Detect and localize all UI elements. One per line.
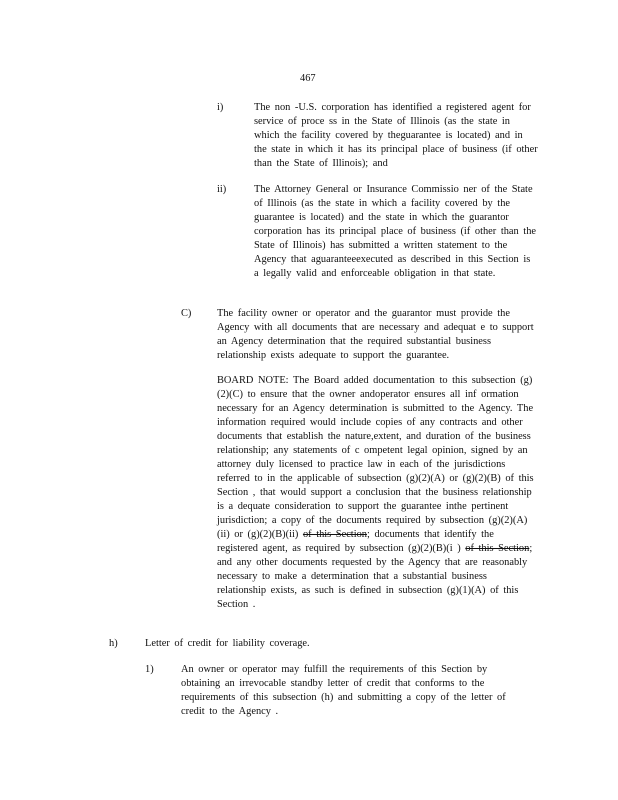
subsection-h-label: h): [109, 638, 118, 649]
board-note: [217, 374, 537, 612]
subsection-c-text: The facility owner or operator and the guarantor must provide the Agency with all documents that are necessary and adequat e to support an Agency determination that the required substantial business relationship exists adequate to support the guarantee.: [217, 308, 534, 361]
subsection-h-1-text: An owner or operator may fulfill the requirements of this Section by obtaining an irrevocable standby letter of credit that conforms to the requirements of this subsection (h) and submitting a copy of the letter of credit to the Agency .: [181, 664, 506, 717]
subsection-ii-label: ii): [217, 184, 227, 195]
subsection-h-1-label: 1): [145, 664, 154, 675]
subsection-ii-text: The Attorney General or Insurance Commissio ner of the State of Illinois (as the state in which a facility covered by the guarantee is located) and the state in which the guarantor corporation has its principal place of business (if other than the State of Illinois) has submitted a written statement to the Agency that aguaranteeexecuted as described in this Section is a legally valid and enforceable obligation in that state.: [254, 184, 536, 279]
board-note-strike1: of this Section: [302, 529, 367, 540]
page-number: 467: [300, 73, 316, 84]
subsection-i-text: The non -U.S. corporation has identified a registered agent for service of proce ss in the State of Illinois (as the state in which the facility covered by theguarantee is located) and in the state in which it has its principal place of business (if other than the State of Illinois); and: [254, 102, 538, 169]
board-note-part3: ; and any other documents requested by the Agency that are reasonably necessary to make a determination that a substantial business relationship exists, as such is defined in subsection (g)(1)(A) of this Section .: [217, 543, 533, 610]
board-note-strike2: of this Section: [465, 543, 530, 554]
board-note-part2: ; documents that identify the registered agent, as required by subsection (g)(2)(B)(i ): [217, 529, 494, 554]
subsection-h-heading: Letter of credit for liability coverage.: [145, 638, 310, 649]
subsection-c-label: C): [181, 308, 192, 319]
subsection-i-label: i): [217, 102, 224, 113]
board-note-part1: BOARD NOTE: The Board added documentation to this subsection (g)(2)(C) to ensure that the owner andoperator ensures all inf ormation necessary for an Agency determination is submitted to the Agency. The information required would include copies of any contracts and other documents that establish the nature,extent, and duration of the business relationship; any statements of c ompetent legal opinion, signed by an attorney duly licensed to practice law in each of the jurisdictions referred to in the applicable of subsection (g)(2)(A) or (g)(2)(B) of this Section , that would support a conclusion that the business relationship is a dequate consideration to support the guarantee inthe pertinent jurisdiction; a copy of the documents required by subsection (g)(2)(A)(ii) or (g)(2)(B)(ii): [217, 375, 534, 540]
